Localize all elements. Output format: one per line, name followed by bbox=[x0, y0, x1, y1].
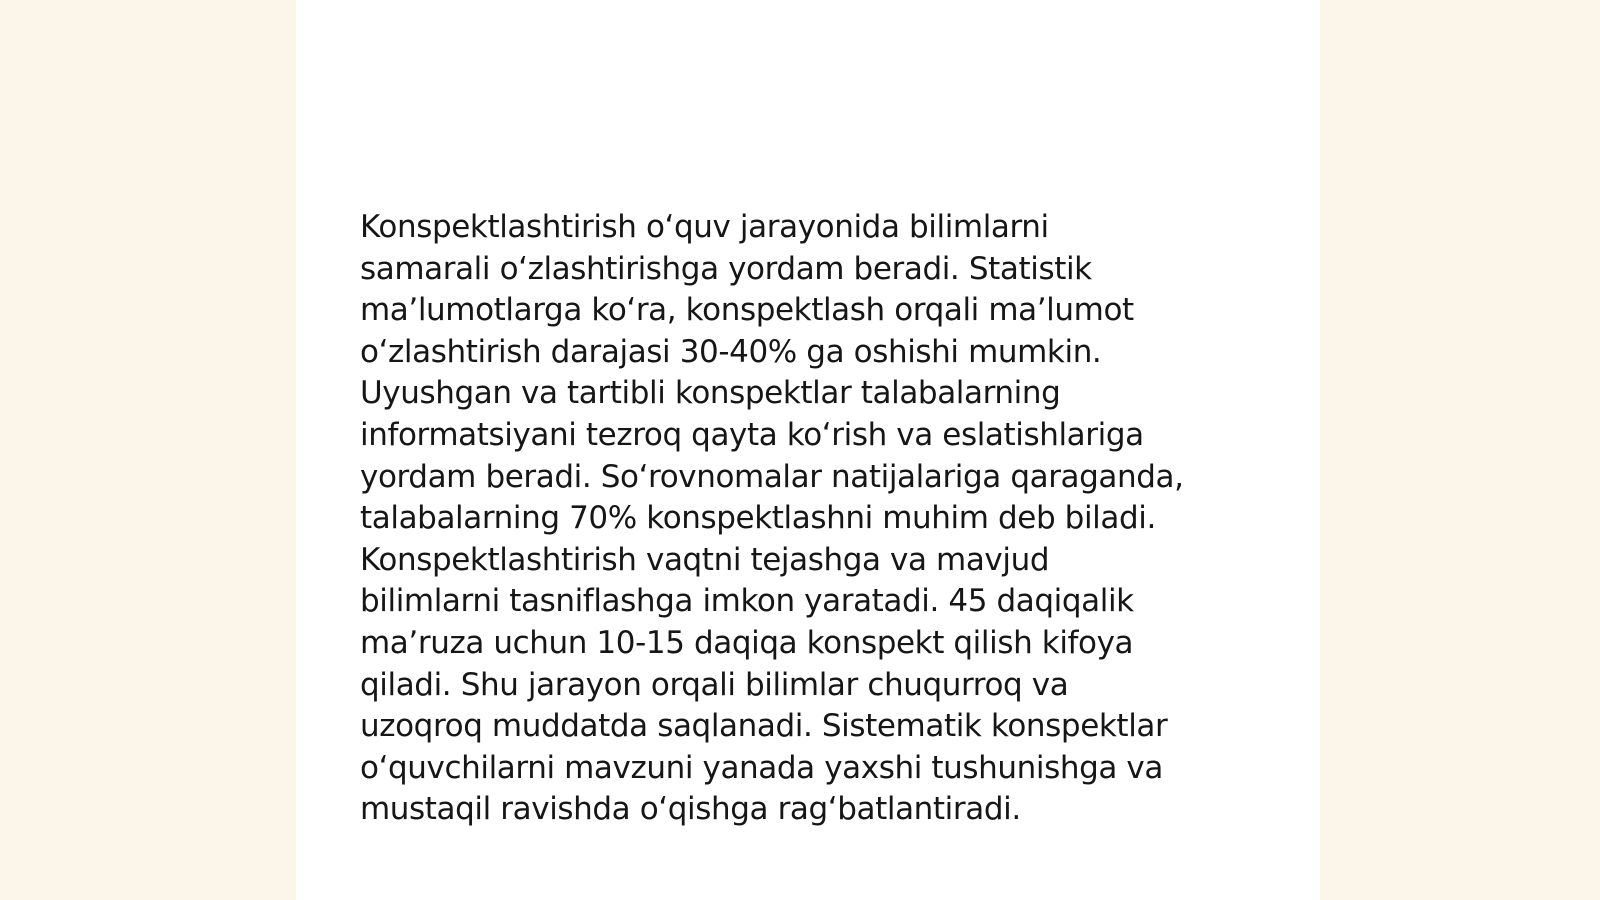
text-line: yordam beradi. Soʻrovnomalar natijalariga qaraganda, bbox=[360, 458, 1184, 495]
text-line: oʻquvchilarni mavzuni yanada yaxshi tushunishga va bbox=[360, 749, 1163, 786]
text-line: talabalarning 70% konspektlashni muhim deb biladi. bbox=[360, 500, 1156, 537]
text-line: mustaqil ravishda oʻqishga ragʻbatlantiradi. bbox=[360, 791, 1021, 828]
text-line: qiladi. Shu jarayon orqali bilimlar chuqurroq va bbox=[360, 666, 1069, 703]
text-line: Uyushgan va tartibli konspektlar talabalarning bbox=[360, 375, 1061, 412]
text-line: bilimlarni tasniflashga imkon yaratadi. 45 daqiqalik bbox=[360, 583, 1134, 620]
text-line: Konspektlashtirish vaqtni tejashga va mavjud bbox=[360, 541, 1050, 578]
text-line: informatsiyani tezroq qayta koʻrish va eslatishlariga bbox=[360, 416, 1144, 453]
text-line: samarali oʻzlashtirishga yordam beradi. Statistik bbox=[360, 250, 1092, 287]
text-line: oʻzlashtirish darajasi 30-40% ga oshishi mumkin. bbox=[360, 333, 1102, 370]
text-line: uzoqroq muddatda saqlanadi. Sistematik konspektlar bbox=[360, 708, 1168, 745]
text-line: Konspektlashtirish oʻquv jarayonida bilimlarni bbox=[360, 209, 1049, 245]
slide-panel bbox=[296, 0, 1320, 900]
text-line: maʼlumotlarga koʻra, konspektlash orqali maʼlumot bbox=[360, 292, 1134, 329]
text-line: maʼruza uchun 10-15 daqiqa konspekt qilish kifoya bbox=[360, 624, 1134, 661]
slide-body-text bbox=[360, 207, 1260, 831]
